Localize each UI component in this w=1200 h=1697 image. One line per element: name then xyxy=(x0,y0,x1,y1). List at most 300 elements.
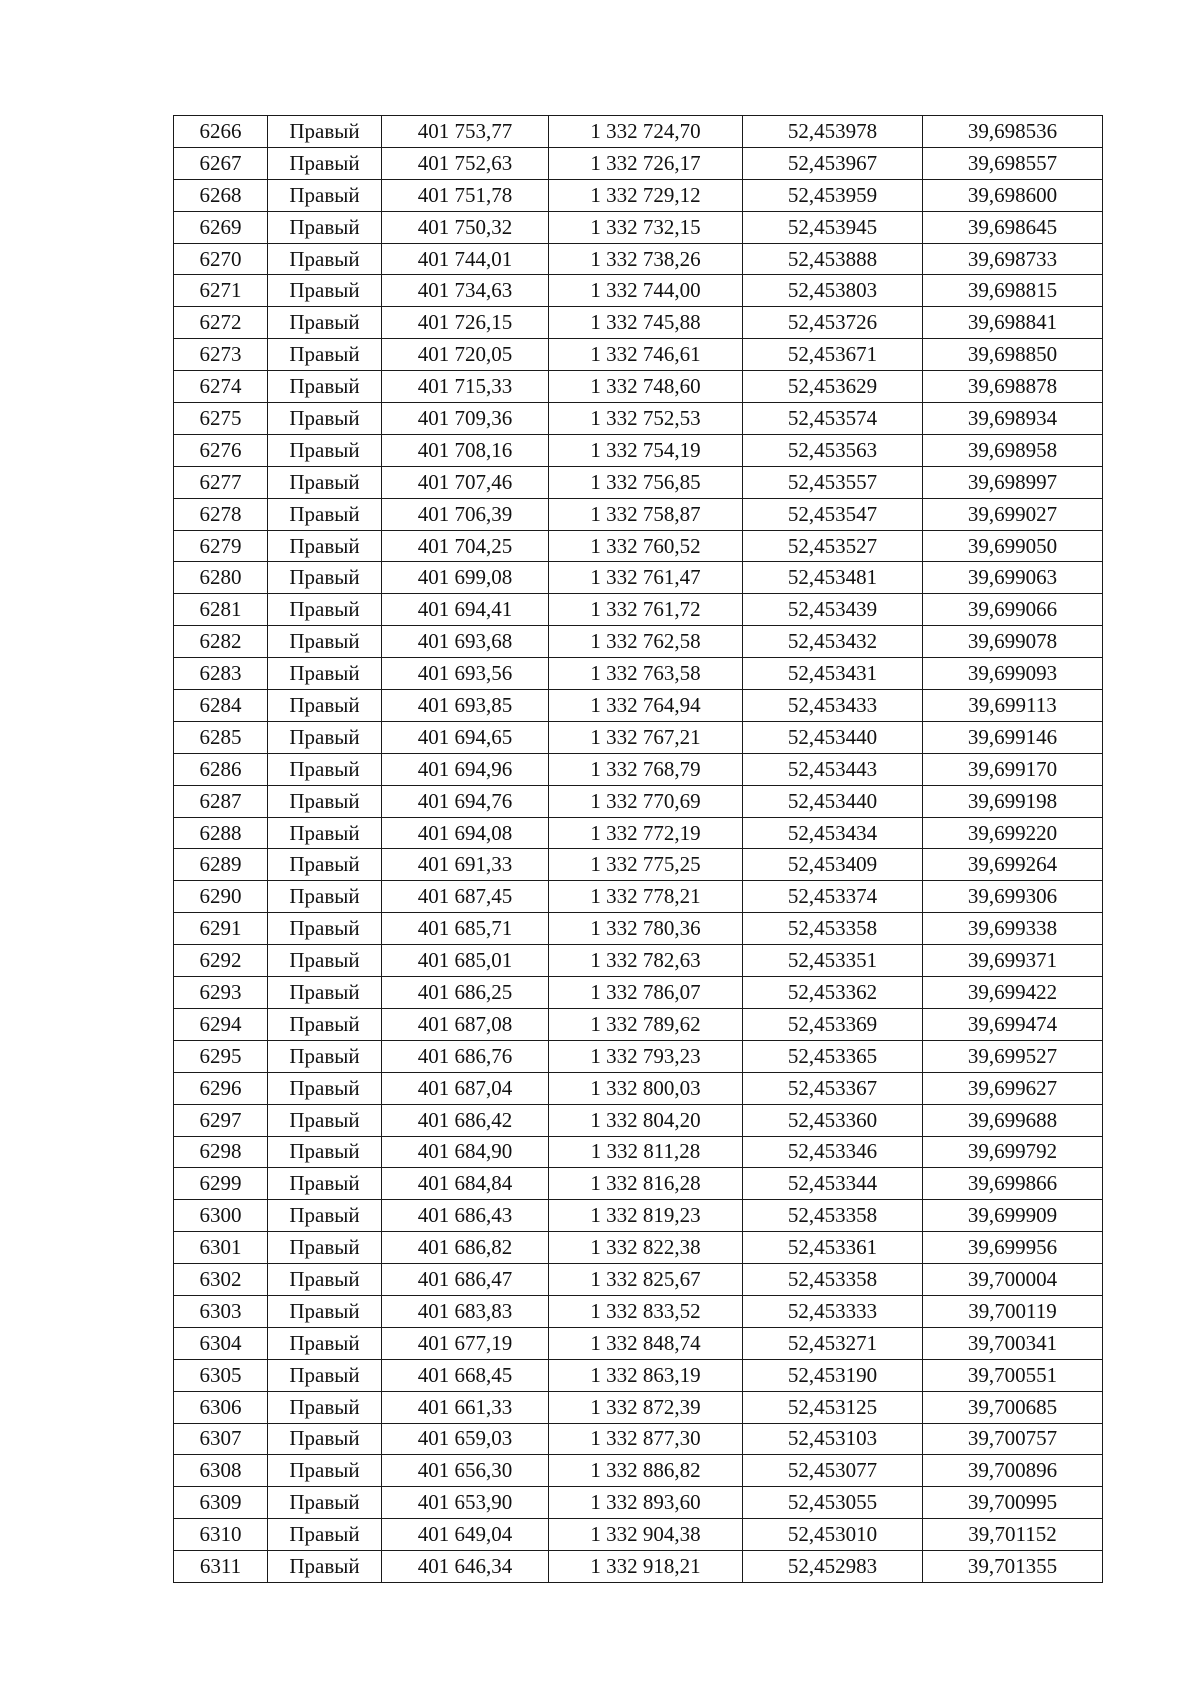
y-coordinate-cell: 1 332 893,60 xyxy=(549,1487,743,1519)
y-coordinate-cell: 1 332 833,52 xyxy=(549,1295,743,1327)
point-number-cell: 6283 xyxy=(174,658,268,690)
x-coordinate-cell: 401 656,30 xyxy=(382,1455,549,1487)
side-cell: Правый xyxy=(268,1551,382,1583)
table-row xyxy=(174,1391,1103,1423)
longitude-cell: 39,700004 xyxy=(923,1264,1103,1296)
x-coordinate-cell: 401 668,45 xyxy=(382,1359,549,1391)
x-coordinate-cell: 401 693,56 xyxy=(382,658,549,690)
longitude-cell: 39,698557 xyxy=(923,147,1103,179)
table-row xyxy=(174,1519,1103,1551)
table-row xyxy=(174,1264,1103,1296)
longitude-cell: 39,699170 xyxy=(923,753,1103,785)
x-coordinate-cell: 401 661,33 xyxy=(382,1391,549,1423)
side-cell: Правый xyxy=(268,1455,382,1487)
longitude-cell: 39,700995 xyxy=(923,1487,1103,1519)
table-row xyxy=(174,1487,1103,1519)
x-coordinate-cell: 401 694,08 xyxy=(382,817,549,849)
longitude-cell: 39,700757 xyxy=(923,1423,1103,1455)
side-cell: Правый xyxy=(268,1423,382,1455)
longitude-cell: 39,699474 xyxy=(923,1008,1103,1040)
x-coordinate-cell: 401 706,39 xyxy=(382,498,549,530)
point-number-cell: 6277 xyxy=(174,466,268,498)
point-number-cell: 6288 xyxy=(174,817,268,849)
table-row xyxy=(174,147,1103,179)
latitude-cell: 52,453010 xyxy=(743,1519,923,1551)
table-row xyxy=(174,371,1103,403)
y-coordinate-cell: 1 332 877,30 xyxy=(549,1423,743,1455)
y-coordinate-cell: 1 332 918,21 xyxy=(549,1551,743,1583)
latitude-cell: 52,453574 xyxy=(743,403,923,435)
y-coordinate-cell: 1 332 904,38 xyxy=(549,1519,743,1551)
point-number-cell: 6284 xyxy=(174,690,268,722)
point-number-cell: 6303 xyxy=(174,1295,268,1327)
latitude-cell: 52,453481 xyxy=(743,562,923,594)
point-number-cell: 6285 xyxy=(174,721,268,753)
longitude-cell: 39,698645 xyxy=(923,211,1103,243)
longitude-cell: 39,699264 xyxy=(923,849,1103,881)
x-coordinate-cell: 401 677,19 xyxy=(382,1327,549,1359)
longitude-cell: 39,701152 xyxy=(923,1519,1103,1551)
x-coordinate-cell: 401 694,76 xyxy=(382,785,549,817)
point-number-cell: 6305 xyxy=(174,1359,268,1391)
point-number-cell: 6281 xyxy=(174,594,268,626)
side-cell: Правый xyxy=(268,530,382,562)
longitude-cell: 39,699093 xyxy=(923,658,1103,690)
x-coordinate-cell: 401 653,90 xyxy=(382,1487,549,1519)
longitude-cell: 39,699113 xyxy=(923,690,1103,722)
y-coordinate-cell: 1 332 756,85 xyxy=(549,466,743,498)
side-cell: Правый xyxy=(268,1104,382,1136)
longitude-cell: 39,699338 xyxy=(923,913,1103,945)
latitude-cell: 52,453125 xyxy=(743,1391,923,1423)
x-coordinate-cell: 401 752,63 xyxy=(382,147,549,179)
x-coordinate-cell: 401 687,08 xyxy=(382,1008,549,1040)
table-row xyxy=(174,849,1103,881)
y-coordinate-cell: 1 332 872,39 xyxy=(549,1391,743,1423)
table-row xyxy=(174,1423,1103,1455)
latitude-cell: 52,453190 xyxy=(743,1359,923,1391)
side-cell: Правый xyxy=(268,626,382,658)
table-row xyxy=(174,626,1103,658)
side-cell: Правый xyxy=(268,1391,382,1423)
side-cell: Правый xyxy=(268,179,382,211)
y-coordinate-cell: 1 332 863,19 xyxy=(549,1359,743,1391)
x-coordinate-cell: 401 684,90 xyxy=(382,1136,549,1168)
x-coordinate-cell: 401 744,01 xyxy=(382,243,549,275)
coordinates-table xyxy=(173,115,1103,1583)
x-coordinate-cell: 401 734,63 xyxy=(382,275,549,307)
longitude-cell: 39,700685 xyxy=(923,1391,1103,1423)
side-cell: Правый xyxy=(268,1072,382,1104)
longitude-cell: 39,699198 xyxy=(923,785,1103,817)
longitude-cell: 39,698850 xyxy=(923,339,1103,371)
longitude-cell: 39,699050 xyxy=(923,530,1103,562)
latitude-cell: 52,453431 xyxy=(743,658,923,690)
side-cell: Правый xyxy=(268,434,382,466)
y-coordinate-cell: 1 332 825,67 xyxy=(549,1264,743,1296)
x-coordinate-cell: 401 694,96 xyxy=(382,753,549,785)
longitude-cell: 39,698536 xyxy=(923,116,1103,148)
x-coordinate-cell: 401 686,82 xyxy=(382,1232,549,1264)
side-cell: Правый xyxy=(268,1359,382,1391)
point-number-cell: 6271 xyxy=(174,275,268,307)
longitude-cell: 39,698600 xyxy=(923,179,1103,211)
x-coordinate-cell: 401 686,47 xyxy=(382,1264,549,1296)
longitude-cell: 39,698733 xyxy=(923,243,1103,275)
table-row xyxy=(174,977,1103,1009)
y-coordinate-cell: 1 332 775,25 xyxy=(549,849,743,881)
x-coordinate-cell: 401 753,77 xyxy=(382,116,549,148)
x-coordinate-cell: 401 751,78 xyxy=(382,179,549,211)
side-cell: Правый xyxy=(268,498,382,530)
y-coordinate-cell: 1 332 726,17 xyxy=(549,147,743,179)
point-number-cell: 6302 xyxy=(174,1264,268,1296)
latitude-cell: 52,453365 xyxy=(743,1040,923,1072)
side-cell: Правый xyxy=(268,1168,382,1200)
side-cell: Правый xyxy=(268,594,382,626)
table-row xyxy=(174,913,1103,945)
side-cell: Правый xyxy=(268,147,382,179)
table-row xyxy=(174,466,1103,498)
table-row xyxy=(174,1136,1103,1168)
point-number-cell: 6307 xyxy=(174,1423,268,1455)
point-number-cell: 6295 xyxy=(174,1040,268,1072)
y-coordinate-cell: 1 332 761,72 xyxy=(549,594,743,626)
longitude-cell: 39,699627 xyxy=(923,1072,1103,1104)
y-coordinate-cell: 1 332 822,38 xyxy=(549,1232,743,1264)
side-cell: Правый xyxy=(268,785,382,817)
x-coordinate-cell: 401 649,04 xyxy=(382,1519,549,1551)
longitude-cell: 39,699027 xyxy=(923,498,1103,530)
x-coordinate-cell: 401 694,65 xyxy=(382,721,549,753)
side-cell: Правый xyxy=(268,1264,382,1296)
side-cell: Правый xyxy=(268,466,382,498)
point-number-cell: 6306 xyxy=(174,1391,268,1423)
longitude-cell: 39,699956 xyxy=(923,1232,1103,1264)
x-coordinate-cell: 401 659,03 xyxy=(382,1423,549,1455)
point-number-cell: 6301 xyxy=(174,1232,268,1264)
table-row xyxy=(174,243,1103,275)
coordinates-table-body xyxy=(174,116,1103,1583)
table-row xyxy=(174,498,1103,530)
y-coordinate-cell: 1 332 804,20 xyxy=(549,1104,743,1136)
point-number-cell: 6269 xyxy=(174,211,268,243)
longitude-cell: 39,700119 xyxy=(923,1295,1103,1327)
latitude-cell: 52,453434 xyxy=(743,817,923,849)
longitude-cell: 39,699371 xyxy=(923,945,1103,977)
y-coordinate-cell: 1 332 744,00 xyxy=(549,275,743,307)
point-number-cell: 6310 xyxy=(174,1519,268,1551)
longitude-cell: 39,698934 xyxy=(923,403,1103,435)
latitude-cell: 52,453358 xyxy=(743,1200,923,1232)
y-coordinate-cell: 1 332 770,69 xyxy=(549,785,743,817)
table-row xyxy=(174,1295,1103,1327)
x-coordinate-cell: 401 686,42 xyxy=(382,1104,549,1136)
point-number-cell: 6294 xyxy=(174,1008,268,1040)
point-number-cell: 6291 xyxy=(174,913,268,945)
point-number-cell: 6290 xyxy=(174,881,268,913)
latitude-cell: 52,453563 xyxy=(743,434,923,466)
side-cell: Правый xyxy=(268,1487,382,1519)
longitude-cell: 39,698878 xyxy=(923,371,1103,403)
table-row xyxy=(174,275,1103,307)
x-coordinate-cell: 401 646,34 xyxy=(382,1551,549,1583)
point-number-cell: 6266 xyxy=(174,116,268,148)
latitude-cell: 52,453888 xyxy=(743,243,923,275)
side-cell: Правый xyxy=(268,1519,382,1551)
longitude-cell: 39,698841 xyxy=(923,307,1103,339)
x-coordinate-cell: 401 686,25 xyxy=(382,977,549,1009)
side-cell: Правый xyxy=(268,339,382,371)
x-coordinate-cell: 401 687,45 xyxy=(382,881,549,913)
x-coordinate-cell: 401 683,83 xyxy=(382,1295,549,1327)
longitude-cell: 39,699066 xyxy=(923,594,1103,626)
point-number-cell: 6270 xyxy=(174,243,268,275)
x-coordinate-cell: 401 684,84 xyxy=(382,1168,549,1200)
side-cell: Правый xyxy=(268,1200,382,1232)
x-coordinate-cell: 401 707,46 xyxy=(382,466,549,498)
point-number-cell: 6292 xyxy=(174,945,268,977)
latitude-cell: 52,453271 xyxy=(743,1327,923,1359)
latitude-cell: 52,453433 xyxy=(743,690,923,722)
longitude-cell: 39,699078 xyxy=(923,626,1103,658)
table-row xyxy=(174,179,1103,211)
table-row xyxy=(174,1200,1103,1232)
longitude-cell: 39,700896 xyxy=(923,1455,1103,1487)
latitude-cell: 52,453527 xyxy=(743,530,923,562)
y-coordinate-cell: 1 332 800,03 xyxy=(549,1072,743,1104)
latitude-cell: 52,453440 xyxy=(743,785,923,817)
point-number-cell: 6273 xyxy=(174,339,268,371)
y-coordinate-cell: 1 332 816,28 xyxy=(549,1168,743,1200)
y-coordinate-cell: 1 332 738,26 xyxy=(549,243,743,275)
longitude-cell: 39,699220 xyxy=(923,817,1103,849)
y-coordinate-cell: 1 332 732,15 xyxy=(549,211,743,243)
latitude-cell: 52,453361 xyxy=(743,1232,923,1264)
latitude-cell: 52,453432 xyxy=(743,626,923,658)
longitude-cell: 39,700341 xyxy=(923,1327,1103,1359)
latitude-cell: 52,453077 xyxy=(743,1455,923,1487)
longitude-cell: 39,699792 xyxy=(923,1136,1103,1168)
table-row xyxy=(174,1359,1103,1391)
latitude-cell: 52,453103 xyxy=(743,1423,923,1455)
point-number-cell: 6308 xyxy=(174,1455,268,1487)
x-coordinate-cell: 401 685,71 xyxy=(382,913,549,945)
point-number-cell: 6278 xyxy=(174,498,268,530)
side-cell: Правый xyxy=(268,275,382,307)
latitude-cell: 52,453671 xyxy=(743,339,923,371)
latitude-cell: 52,453557 xyxy=(743,466,923,498)
latitude-cell: 52,453629 xyxy=(743,371,923,403)
point-number-cell: 6289 xyxy=(174,849,268,881)
y-coordinate-cell: 1 332 886,82 xyxy=(549,1455,743,1487)
point-number-cell: 6287 xyxy=(174,785,268,817)
longitude-cell: 39,698997 xyxy=(923,466,1103,498)
table-row xyxy=(174,307,1103,339)
table-row xyxy=(174,1072,1103,1104)
y-coordinate-cell: 1 332 762,58 xyxy=(549,626,743,658)
latitude-cell: 52,453358 xyxy=(743,1264,923,1296)
y-coordinate-cell: 1 332 772,19 xyxy=(549,817,743,849)
latitude-cell: 52,453409 xyxy=(743,849,923,881)
table-row xyxy=(174,721,1103,753)
y-coordinate-cell: 1 332 724,70 xyxy=(549,116,743,148)
side-cell: Правый xyxy=(268,1008,382,1040)
side-cell: Правый xyxy=(268,881,382,913)
latitude-cell: 52,453351 xyxy=(743,945,923,977)
point-number-cell: 6311 xyxy=(174,1551,268,1583)
x-coordinate-cell: 401 699,08 xyxy=(382,562,549,594)
table-row xyxy=(174,339,1103,371)
table-row xyxy=(174,1455,1103,1487)
x-coordinate-cell: 401 694,41 xyxy=(382,594,549,626)
y-coordinate-cell: 1 332 763,58 xyxy=(549,658,743,690)
latitude-cell: 52,453443 xyxy=(743,753,923,785)
longitude-cell: 39,698815 xyxy=(923,275,1103,307)
side-cell: Правый xyxy=(268,721,382,753)
y-coordinate-cell: 1 332 754,19 xyxy=(549,434,743,466)
x-coordinate-cell: 401 715,33 xyxy=(382,371,549,403)
side-cell: Правый xyxy=(268,403,382,435)
table-row xyxy=(174,1040,1103,1072)
latitude-cell: 52,453333 xyxy=(743,1295,923,1327)
longitude-cell: 39,700551 xyxy=(923,1359,1103,1391)
table-row xyxy=(174,1327,1103,1359)
table-row xyxy=(174,817,1103,849)
side-cell: Правый xyxy=(268,1295,382,1327)
latitude-cell: 52,453945 xyxy=(743,211,923,243)
y-coordinate-cell: 1 332 758,87 xyxy=(549,498,743,530)
table-row xyxy=(174,658,1103,690)
table-row xyxy=(174,403,1103,435)
y-coordinate-cell: 1 332 819,23 xyxy=(549,1200,743,1232)
longitude-cell: 39,699146 xyxy=(923,721,1103,753)
point-number-cell: 6286 xyxy=(174,753,268,785)
y-coordinate-cell: 1 332 760,52 xyxy=(549,530,743,562)
table-row xyxy=(174,1104,1103,1136)
point-number-cell: 6304 xyxy=(174,1327,268,1359)
table-row xyxy=(174,1551,1103,1583)
point-number-cell: 6309 xyxy=(174,1487,268,1519)
longitude-cell: 39,699063 xyxy=(923,562,1103,594)
side-cell: Правый xyxy=(268,977,382,1009)
longitude-cell: 39,699909 xyxy=(923,1200,1103,1232)
longitude-cell: 39,699866 xyxy=(923,1168,1103,1200)
point-number-cell: 6275 xyxy=(174,403,268,435)
latitude-cell: 52,453374 xyxy=(743,881,923,913)
y-coordinate-cell: 1 332 752,53 xyxy=(549,403,743,435)
longitude-cell: 39,699306 xyxy=(923,881,1103,913)
side-cell: Правый xyxy=(268,1327,382,1359)
side-cell: Правый xyxy=(268,945,382,977)
side-cell: Правый xyxy=(268,371,382,403)
latitude-cell: 52,453055 xyxy=(743,1487,923,1519)
side-cell: Правый xyxy=(268,849,382,881)
point-number-cell: 6274 xyxy=(174,371,268,403)
latitude-cell: 52,452983 xyxy=(743,1551,923,1583)
latitude-cell: 52,453346 xyxy=(743,1136,923,1168)
x-coordinate-cell: 401 687,04 xyxy=(382,1072,549,1104)
point-number-cell: 6298 xyxy=(174,1136,268,1168)
point-number-cell: 6267 xyxy=(174,147,268,179)
point-number-cell: 6300 xyxy=(174,1200,268,1232)
x-coordinate-cell: 401 691,33 xyxy=(382,849,549,881)
longitude-cell: 39,701355 xyxy=(923,1551,1103,1583)
side-cell: Правый xyxy=(268,211,382,243)
y-coordinate-cell: 1 332 780,36 xyxy=(549,913,743,945)
side-cell: Правый xyxy=(268,116,382,148)
point-number-cell: 6272 xyxy=(174,307,268,339)
y-coordinate-cell: 1 332 786,07 xyxy=(549,977,743,1009)
x-coordinate-cell: 401 750,32 xyxy=(382,211,549,243)
latitude-cell: 52,453360 xyxy=(743,1104,923,1136)
point-number-cell: 6268 xyxy=(174,179,268,211)
point-number-cell: 6282 xyxy=(174,626,268,658)
point-number-cell: 6280 xyxy=(174,562,268,594)
longitude-cell: 39,698958 xyxy=(923,434,1103,466)
latitude-cell: 52,453439 xyxy=(743,594,923,626)
longitude-cell: 39,699527 xyxy=(923,1040,1103,1072)
table-row xyxy=(174,116,1103,148)
x-coordinate-cell: 401 726,15 xyxy=(382,307,549,339)
x-coordinate-cell: 401 685,01 xyxy=(382,945,549,977)
latitude-cell: 52,453803 xyxy=(743,275,923,307)
x-coordinate-cell: 401 709,36 xyxy=(382,403,549,435)
side-cell: Правый xyxy=(268,1040,382,1072)
latitude-cell: 52,453358 xyxy=(743,913,923,945)
x-coordinate-cell: 401 708,16 xyxy=(382,434,549,466)
side-cell: Правый xyxy=(268,1136,382,1168)
side-cell: Правый xyxy=(268,562,382,594)
y-coordinate-cell: 1 332 745,88 xyxy=(549,307,743,339)
y-coordinate-cell: 1 332 748,60 xyxy=(549,371,743,403)
side-cell: Правый xyxy=(268,913,382,945)
x-coordinate-cell: 401 720,05 xyxy=(382,339,549,371)
table-row xyxy=(174,594,1103,626)
table-row xyxy=(174,562,1103,594)
table-row xyxy=(174,211,1103,243)
latitude-cell: 52,453978 xyxy=(743,116,923,148)
y-coordinate-cell: 1 332 767,21 xyxy=(549,721,743,753)
y-coordinate-cell: 1 332 761,47 xyxy=(549,562,743,594)
x-coordinate-cell: 401 693,68 xyxy=(382,626,549,658)
latitude-cell: 52,453369 xyxy=(743,1008,923,1040)
table-row xyxy=(174,690,1103,722)
point-number-cell: 6276 xyxy=(174,434,268,466)
side-cell: Правый xyxy=(268,753,382,785)
side-cell: Правый xyxy=(268,658,382,690)
side-cell: Правый xyxy=(268,307,382,339)
latitude-cell: 52,453344 xyxy=(743,1168,923,1200)
y-coordinate-cell: 1 332 793,23 xyxy=(549,1040,743,1072)
point-number-cell: 6299 xyxy=(174,1168,268,1200)
latitude-cell: 52,453967 xyxy=(743,147,923,179)
side-cell: Правый xyxy=(268,1232,382,1264)
y-coordinate-cell: 1 332 764,94 xyxy=(549,690,743,722)
table-row xyxy=(174,1008,1103,1040)
point-number-cell: 6293 xyxy=(174,977,268,1009)
x-coordinate-cell: 401 704,25 xyxy=(382,530,549,562)
latitude-cell: 52,453440 xyxy=(743,721,923,753)
longitude-cell: 39,699422 xyxy=(923,977,1103,1009)
latitude-cell: 52,453362 xyxy=(743,977,923,1009)
y-coordinate-cell: 1 332 778,21 xyxy=(549,881,743,913)
table-row xyxy=(174,753,1103,785)
y-coordinate-cell: 1 332 848,74 xyxy=(549,1327,743,1359)
latitude-cell: 52,453547 xyxy=(743,498,923,530)
x-coordinate-cell: 401 693,85 xyxy=(382,690,549,722)
table-row xyxy=(174,530,1103,562)
